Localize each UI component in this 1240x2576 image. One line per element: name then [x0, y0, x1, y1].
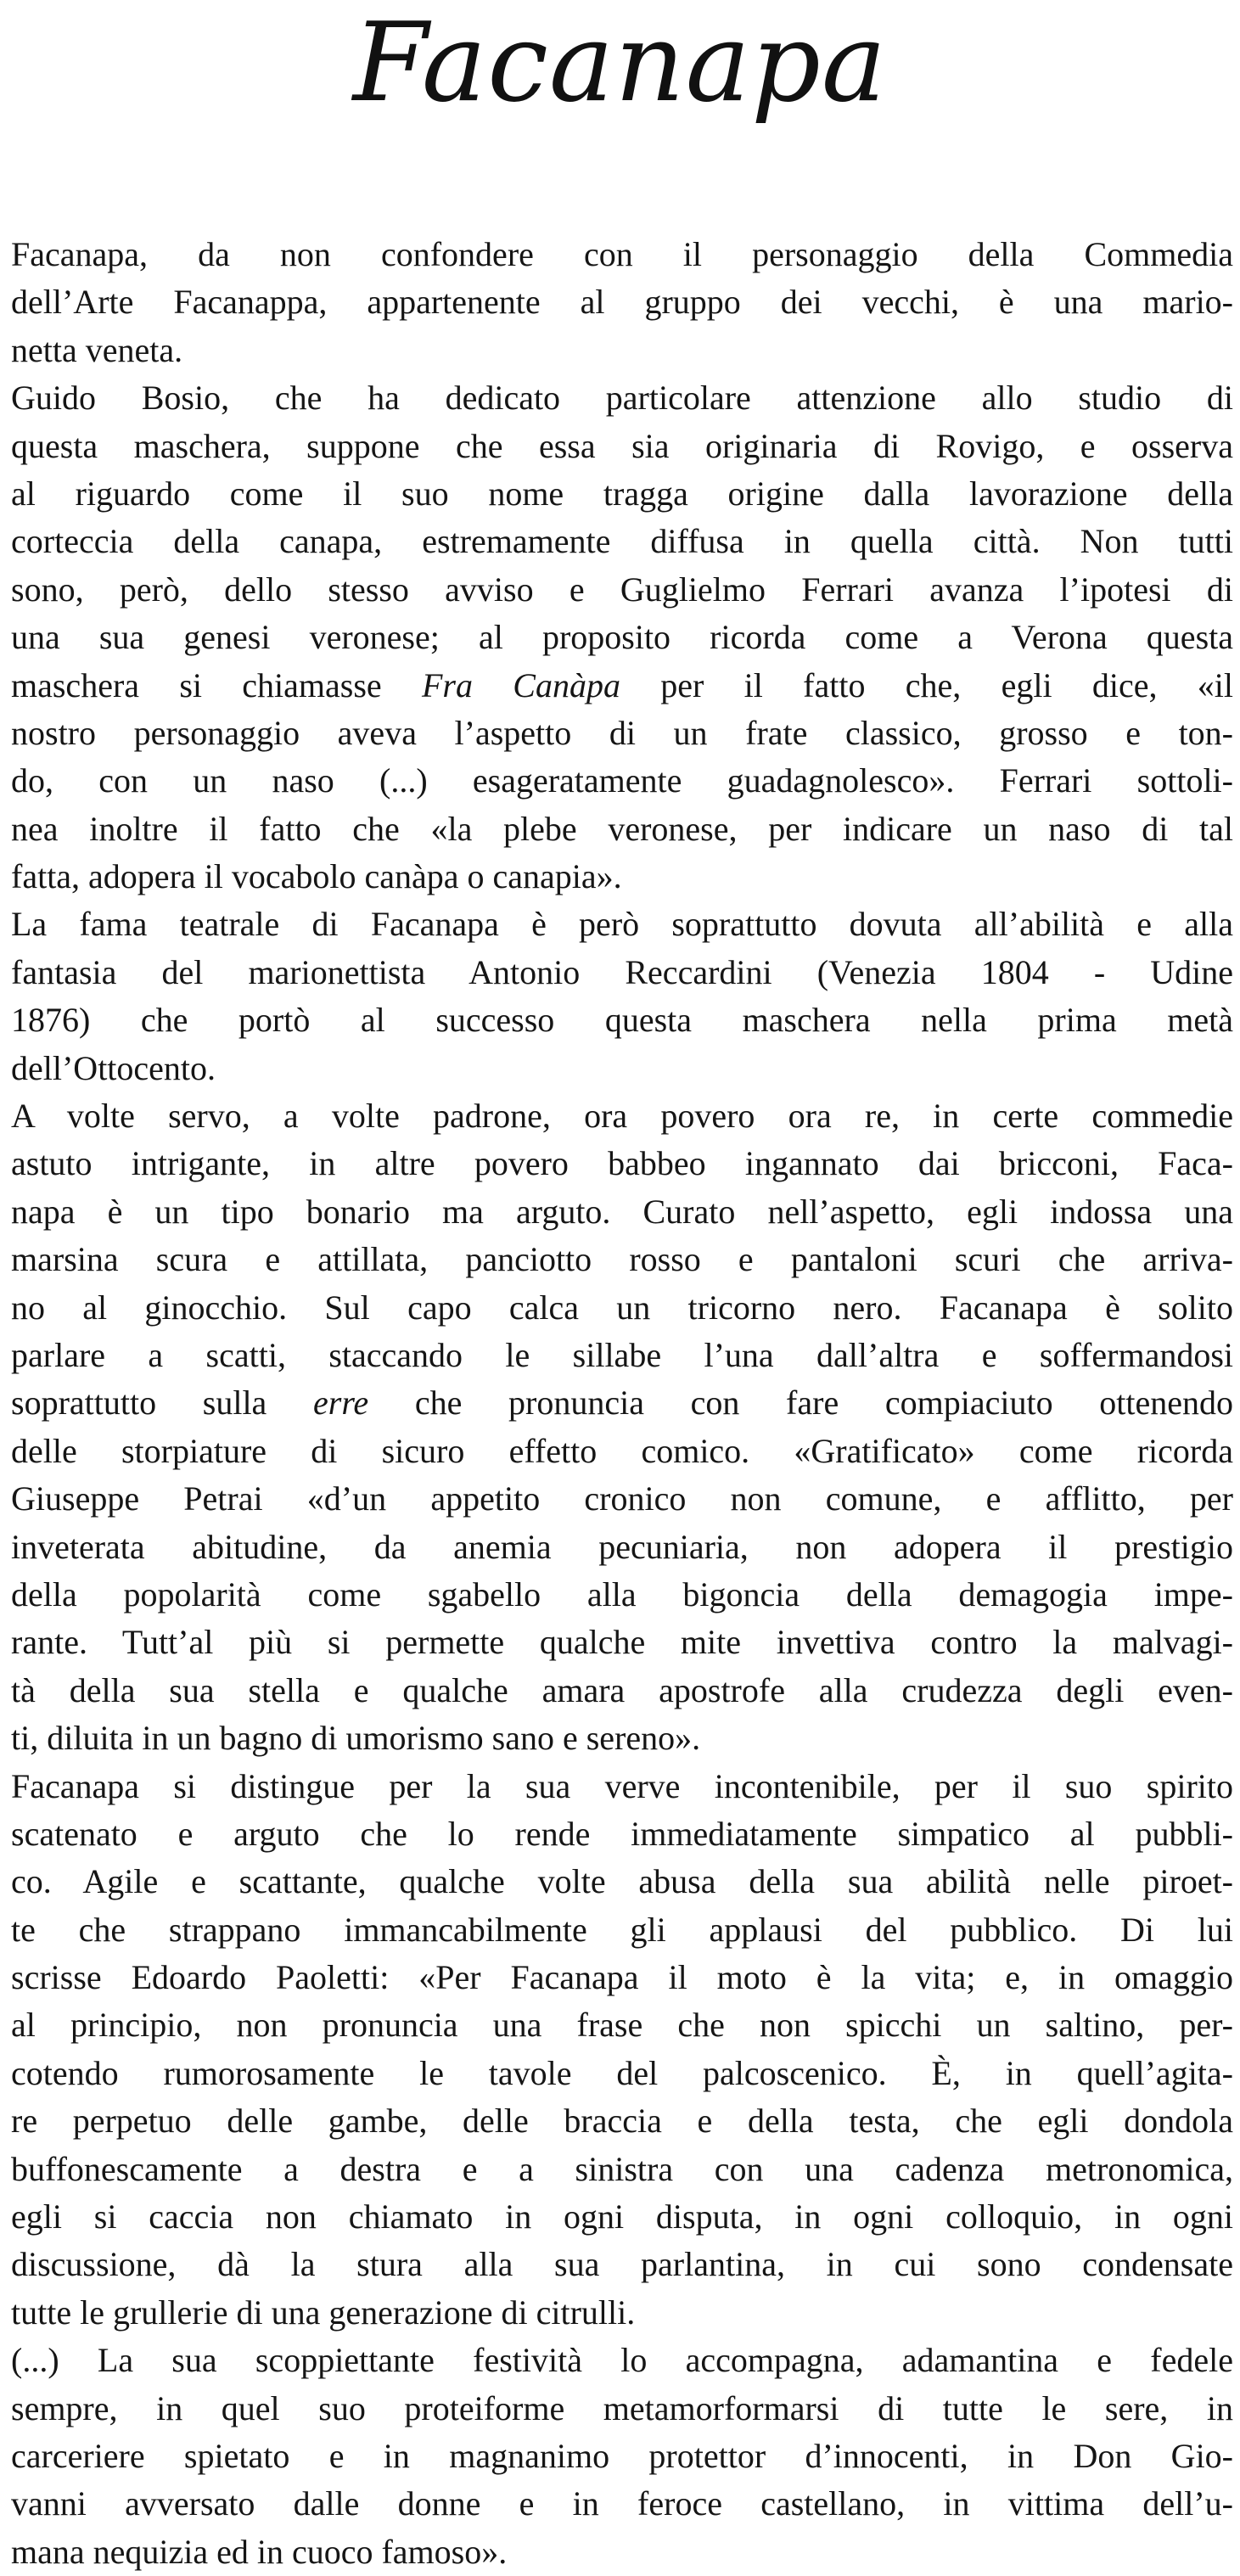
text-line: scrisse Edoardo Paoletti: «Per Facanapa il moto è la vita; e, in omaggio — [11, 1958, 1233, 1997]
text-line: della popolarità come sgabello alla bigoncia della demagogia impe- — [11, 1574, 1233, 1614]
text-line: nea inoltre il fatto che «la plebe veronese, per indicare un naso di tal — [11, 809, 1233, 848]
text-line: 1876) che portò al successo questa maschera nella prima metà — [11, 1001, 1233, 1040]
text-line: inveterata abitudine, da anemia pecuniaria, non adopera il prestigio — [11, 1527, 1233, 1566]
text-line: fantasia del marionettista Antonio Reccardini (Venezia 1804 - Udine — [11, 952, 1233, 991]
text-line: egli si caccia non chiamato in ogni disputa, in ogni colloquio, in ogni — [11, 2197, 1233, 2236]
text-line: te che strappano immancabilmente gli applausi del pubblico. Di lui — [11, 1910, 1233, 1949]
text-line: questa maschera, suppone che essa sia originaria di Rovigo, e osserva — [11, 426, 1233, 465]
italic-term: Fra Canàpa — [421, 665, 620, 704]
text-line: no al ginocchio. Sul capo calca un tricorno nero. Facanapa è solito — [11, 1288, 1233, 1327]
text-segment: soprattutto sulla — [11, 1383, 313, 1423]
text-line: delle storpiature di sicuro effetto comico. «Gratificato» come ricorda — [11, 1431, 1233, 1470]
text-line: vanni avversato dalle donne e in feroce castellano, in vittima dell’u- — [11, 2484, 1233, 2523]
text-line: corteccia della canapa, estremamente diffusa in quella città. Non tutti — [11, 522, 1233, 561]
text-line: La fama teatrale di Facanapa è però soprattutto dovuta all’abilità e alla — [11, 905, 1233, 944]
body-text — [11, 231, 1233, 2576]
page-title: Facanapa — [352, 0, 888, 126]
text-line: marsina scura e attillata, panciotto rosso e pantaloni scuri che arriva- — [11, 1240, 1233, 1279]
text-line: tà della sua stella e qualche amara apostrofe alla crudezza degli even- — [11, 1670, 1233, 1709]
text-line: sempre, in quel suo proteiforme metamorformarsi di tutte le sere, in — [11, 2388, 1233, 2427]
text-line: ti, diluita in un bagno di umorismo sano e sereno». — [11, 1719, 701, 1758]
text-line: dell’Arte Facanappa, appartenente al gruppo dei vecchi, è una mario- — [11, 283, 1233, 322]
text-line: una sua genesi veronese; al proposito ricorda come a Verona questa — [11, 618, 1233, 657]
text-line: (...) La sua scoppiettante festività lo accompagna, adamantina e fedele — [11, 2341, 1233, 2380]
text-line: Facanapa, da non confondere con il personaggio della Commedia — [11, 235, 1233, 273]
text-line: netta veneta. — [11, 330, 183, 369]
text-segment: maschera si chiamasse — [11, 665, 422, 704]
text-line: discussione, dà la stura alla sua parlantina, in cui sono condensate — [11, 2245, 1233, 2284]
text-line: astuto intrigante, in altre povero babbeo ingannato dai bricconi, Faca- — [11, 1144, 1233, 1183]
text-line: Guido Bosio, che ha dedicato particolare attenzione allo studio di — [11, 379, 1233, 418]
text-line: nostro personaggio aveva l’aspetto di un frate classico, grosso e ton- — [11, 713, 1233, 752]
text-line: Giuseppe Petrai «d’un appetito cronico non comune, e afflitto, per — [11, 1479, 1233, 1518]
text-line: re perpetuo delle gambe, delle braccia e della testa, che egli dondola — [11, 2102, 1233, 2141]
text-line: carceriere spietato e in magnanimo protettor d’innocenti, in Don Gio- — [11, 2436, 1233, 2475]
text-line: co. Agile e scattante, qualche volte abusa della sua abilità nelle piroet- — [11, 1862, 1233, 1901]
text-line: fatta, adopera il vocabolo canàpa o canapia». — [11, 857, 622, 896]
text-line: scatenato e arguto che lo rende immediatamente simpatico al pubbli- — [11, 1814, 1233, 1853]
text-line: napa è un tipo bonario ma arguto. Curato nell’aspetto, egli indossa una — [11, 1192, 1233, 1231]
text-line: al principio, non pronuncia una frase che non spicchi un saltino, per- — [11, 2006, 1233, 2045]
text-line: cotendo rumorosamente le tavole del palcoscenico. È, in quell’agita- — [11, 2053, 1233, 2092]
text-line: do, con un naso (...) esageratamente guadagnolesco». Ferrari sottoli- — [11, 761, 1233, 800]
text-line: Facanapa si distingue per la sua verve incontenibile, per il suo spirito — [11, 1766, 1233, 1805]
text-line — [11, 662, 1233, 710]
italic-term: erre — [313, 1383, 369, 1423]
text-line: dell’Ottocento. — [11, 1048, 216, 1087]
text-line: sono, però, dello stesso avviso e Guglielmo Ferrari avanza l’ipotesi di — [11, 570, 1233, 609]
text-line: A volte servo, a volte padrone, ora povero ora re, in certe commedie — [11, 1097, 1233, 1136]
text-line: buffonescamente a destra e a sinistra con una cadenza metronomica, — [11, 2149, 1233, 2188]
text-segment: per il fatto che, egli dice, «il — [620, 665, 1233, 704]
text-line: mana nequizia ed in cuoco famoso». — [11, 2532, 508, 2571]
text-line: al riguardo come il suo nome tragga origine dalla lavorazione della — [11, 474, 1233, 513]
text-line — [11, 1379, 1233, 1427]
text-line: parlare a scatti, staccando le sillabe l’una dall’altra e soffermandosi — [11, 1335, 1233, 1374]
text-line: rante. Tutt’al più si permette qualche mite invettiva contro la malvagi- — [11, 1623, 1233, 1662]
text-segment: che pronuncia con fare compiaciuto ottenendo — [368, 1383, 1233, 1423]
text-line: tutte le grullerie di una generazione di citrulli. — [11, 2293, 636, 2332]
